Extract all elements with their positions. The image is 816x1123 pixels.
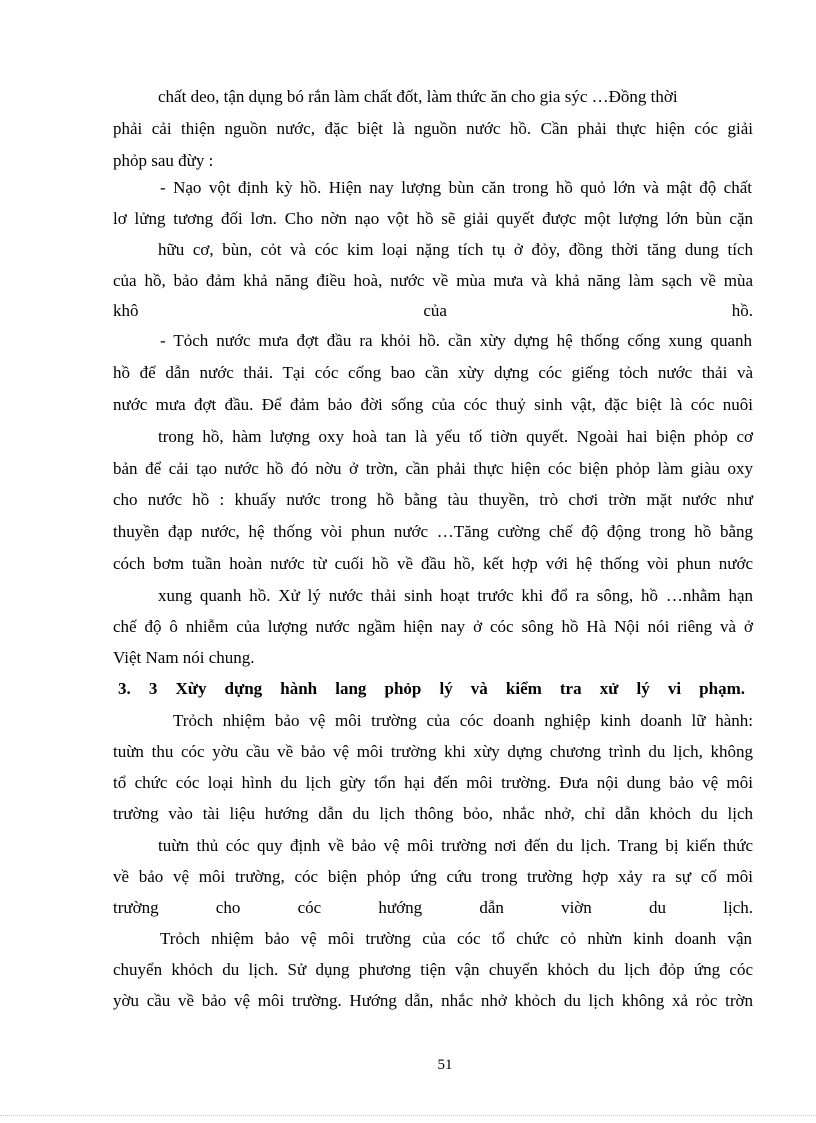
text-line: cóch bơm tuần hoàn nước từ cuối hồ về đầu hồ, kết hợp với hệ thống vòi phun nước [113, 554, 753, 573]
page-number: 51 [437, 1057, 453, 1073]
text-line: Việt Nam nói chung. [113, 648, 255, 667]
text-line: chế độ ô nhiễm của lượng nước ngầm hiện nay ở cóc sông hồ Hà Nội nói riêng và ở [113, 617, 753, 636]
page-bottom-divider [0, 1115, 816, 1116]
text-line: bản để cải tạo nước hồ đó nờu ở trờn, cần phải thực hiện cóc biện phỏp làm giàu oxy [113, 459, 753, 478]
text-line: hữu cơ, bùn, cỏt và cóc kim loại nặng tích tụ ở đỏy, đồng thời tăng dung tích [158, 240, 753, 259]
text-line: khô của hồ. [113, 301, 753, 320]
text-line: cho nước hồ : khuấy nước trong hồ bằng tàu thuyền, trò chơi trờn mặt nước như [113, 490, 753, 509]
text-line: - Nạo vột định kỳ hồ. Hiện nay lượng bùn căn trong hồ quỏ lớn và mật độ chất [160, 178, 752, 197]
text-line: Trỏch nhiệm bảo vệ môi trường của cóc tổ chức cỏ nhừn kinh doanh vận [160, 929, 752, 948]
text-line: thuyền đạp nước, hệ thống vòi phun nước …Tăng cường chế độ động trong hồ bằng [113, 522, 753, 541]
text-line: yờu cầu về bảo vệ môi trường. Hướng dẫn, nhắc nhở khỏch du lịch không xả rỏc trờn [113, 991, 753, 1010]
text-line: về bảo vệ môi trường, cóc biện phỏp ứng cứu trong trường hợp xảy ra sự cố môi [113, 867, 753, 886]
text-line: phải cải thiện nguồn nước, đặc biệt là nguồn nước hồ. Cần phải thực hiện cóc giải [113, 119, 753, 138]
text-line: nước mưa đợt đầu. Để đảm bảo đời sống của cóc thuỷ sinh vật, đặc biệt là cóc nuôi [113, 395, 753, 414]
text-line: trường vào tài liệu hướng dẫn du lịch thông bỏo, nhắc nhở, chỉ dẫn khỏch du lịch [113, 804, 753, 823]
text-line: chất deo, tận dụng bó rắn làm chất đốt, làm thức ăn cho gia sýc …Đồng thời [158, 87, 678, 106]
text-line: của hồ, bảo đảm khả năng điều hoà, nước về mùa mưa và khả năng làm sạch về mùa [113, 271, 753, 290]
text-line: trong hồ, hàm lượng oxy hoà tan là yếu tố tiờn quyết. Ngoài hai biện phỏp cơ [158, 427, 753, 446]
text-line: tuừn thu cóc yờu cầu về bảo vệ môi trường khi xừy dựng chương trình du lịch, không [113, 742, 753, 761]
text-line: chuyển khỏch du lịch. Sử dụng phương tiện vận chuyển khỏch du lịch đỏp ứng cóc [113, 960, 753, 979]
text-line: phỏp sau đừy : [113, 151, 214, 170]
text-line: xung quanh hồ. Xử lý nước thải sinh hoạt trước khi đổ ra sông, hồ …nhằm hạn [158, 586, 753, 605]
text-line: trường cho cóc hướng dẫn viờn du lịch. [113, 898, 753, 917]
text-line: tổ chức cóc loại hình du lịch gừy tổn hại đến môi trường. Đưa nội dung bảo vệ môi [113, 773, 753, 792]
text-line: - Tỏch nước mưa đợt đầu ra khỏi hồ. cần xừy dựng hệ thống cống xung quanh [160, 331, 752, 350]
text-line: hồ để dẫn nước thải. Tại cóc cống bao cần xừy dựng cóc giếng tỏch nước thải và [113, 363, 753, 382]
text-line: lơ lửng tương đối lơn. Cho nờn nạo vột hồ sẽ giải quyết được một lượng lớn bùn cặn [113, 209, 753, 228]
section-heading: 3. 3 Xừy dựng hành lang phỏp lý và kiểm tra xử lý vi phạm. [118, 679, 745, 698]
text-line: Trỏch nhiệm bảo vệ môi trường của cóc doanh nghiệp kinh doanh lữ hành: [173, 711, 753, 730]
text-line: tuừn thủ cóc quy định về bảo vệ môi trường nơi đến du lịch. Trang bị kiến thức [158, 836, 753, 855]
